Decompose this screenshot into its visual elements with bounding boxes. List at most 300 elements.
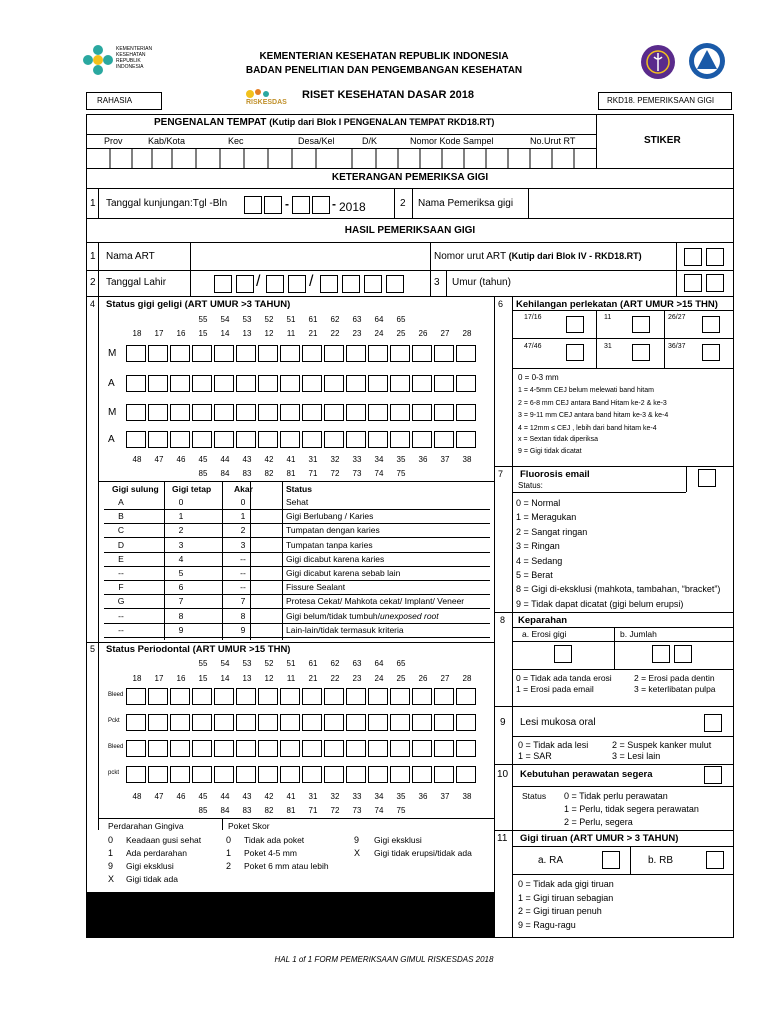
status-gigi-upper-permanent bbox=[126, 329, 478, 338]
tooth-number: 54 bbox=[220, 659, 230, 668]
tooth-cell[interactable] bbox=[170, 404, 190, 421]
art-name-label: Nama ART bbox=[106, 251, 155, 262]
tooth-number: 71 bbox=[308, 469, 318, 478]
status-table-cell: A bbox=[118, 497, 124, 507]
periodontal-upper-permanent bbox=[126, 674, 478, 683]
kehilangan-box-36-37[interactable] bbox=[702, 344, 720, 361]
tooth-number: 31 bbox=[308, 455, 318, 464]
tooth-cell[interactable] bbox=[214, 375, 234, 392]
tooth-cell[interactable] bbox=[434, 404, 454, 421]
tooth-number: 42 bbox=[264, 792, 274, 801]
tooth-number: 22 bbox=[330, 674, 340, 683]
status-gigi-title: Status gigi geligi (ART UMUR >3 TAHUN) bbox=[106, 299, 291, 310]
tooth-cell[interactable] bbox=[324, 375, 344, 392]
tooth-number: 47 bbox=[154, 455, 164, 464]
tooth-cell[interactable] bbox=[324, 431, 344, 448]
tooth-number: 32 bbox=[330, 792, 340, 801]
tooth-cell[interactable] bbox=[214, 714, 234, 731]
tooth-number: 64 bbox=[374, 659, 384, 668]
tooth-cell[interactable] bbox=[434, 766, 454, 783]
tooth-cell[interactable] bbox=[192, 688, 212, 705]
tooth-number: 55 bbox=[198, 315, 208, 324]
keterangan-title: KETERANGAN PEMERIKSA GIGI bbox=[331, 172, 489, 183]
status-gigi-lower-permanent bbox=[126, 455, 478, 464]
tooth-number: 41 bbox=[286, 792, 296, 801]
hasil-title: HASIL PEMERIKSAAN GIGI bbox=[344, 225, 476, 236]
legend-code: X bbox=[108, 874, 115, 884]
tooth-number: 28 bbox=[462, 329, 472, 338]
tooth-cell[interactable] bbox=[346, 404, 366, 421]
tooth-cell[interactable] bbox=[258, 740, 278, 757]
status-table-header: Akar bbox=[234, 484, 253, 494]
tooth-number: 52 bbox=[264, 315, 274, 324]
tooth-cell[interactable] bbox=[126, 375, 146, 392]
legend-text: Poket 4-5 mm bbox=[244, 848, 297, 858]
tooth-number: 37 bbox=[440, 792, 450, 801]
tooth-cell[interactable] bbox=[456, 688, 476, 705]
tooth-cell[interactable] bbox=[280, 766, 300, 783]
tooth-cell[interactable] bbox=[236, 714, 256, 731]
lesi-box[interactable] bbox=[704, 714, 722, 732]
tooth-number: 47 bbox=[154, 792, 164, 801]
tooth-cell[interactable] bbox=[302, 345, 322, 362]
tooth-cell[interactable] bbox=[236, 404, 256, 421]
status-table-cell: 9 bbox=[178, 624, 184, 635]
kehilangan-box-26-27[interactable] bbox=[702, 316, 720, 333]
tooth-number: 61 bbox=[308, 659, 318, 668]
pengenalan-cells[interactable] bbox=[86, 148, 596, 168]
tooth-number: 25 bbox=[396, 674, 406, 683]
col-kab: Kab/Kota bbox=[148, 136, 186, 146]
tooth-cell[interactable] bbox=[126, 431, 146, 448]
art-no-box-2[interactable] bbox=[706, 248, 724, 266]
status-table-cell: F bbox=[118, 582, 124, 593]
col-urut: No.Urut RT bbox=[530, 136, 576, 146]
tooth-number: 61 bbox=[308, 315, 318, 324]
status-table-cell: 0 bbox=[178, 497, 184, 507]
tooth-cell[interactable] bbox=[434, 375, 454, 392]
tooth-cell[interactable] bbox=[126, 740, 146, 757]
blackout-block bbox=[86, 892, 494, 938]
tooth-cell[interactable] bbox=[126, 714, 146, 731]
tooth-cell[interactable] bbox=[214, 766, 234, 783]
tooth-number: 85 bbox=[198, 469, 208, 478]
tooth-cell[interactable] bbox=[170, 375, 190, 392]
tooth-cell[interactable] bbox=[302, 431, 322, 448]
tooth-number: 38 bbox=[462, 455, 472, 464]
agency-heading: BADAN PENELITIAN DAN PENGEMBANGAN KESEHATAN bbox=[245, 65, 523, 76]
visit-day-2[interactable] bbox=[264, 196, 282, 214]
tooth-cell[interactable] bbox=[390, 375, 410, 392]
tooth-number: 72 bbox=[330, 469, 340, 478]
status-table-cell: 6 bbox=[178, 582, 184, 593]
tooth-number: 65 bbox=[396, 315, 406, 324]
tooth-number: 45 bbox=[198, 455, 208, 464]
tooth-number: 43 bbox=[242, 455, 252, 464]
tooth-cell[interactable] bbox=[368, 375, 388, 392]
tooth-cell[interactable] bbox=[148, 714, 168, 731]
column-divider bbox=[494, 296, 495, 938]
kehilangan-box-47-46[interactable] bbox=[566, 344, 584, 361]
status-table-cell: Gigi Berlubang / Karies bbox=[286, 511, 374, 522]
tooth-cell[interactable] bbox=[170, 714, 190, 731]
legend-code: 1 bbox=[226, 848, 232, 858]
age-box-1[interactable] bbox=[684, 274, 702, 292]
tooth-cell[interactable] bbox=[302, 688, 322, 705]
tooth-cell[interactable] bbox=[258, 345, 278, 362]
jumlah-box-2[interactable] bbox=[674, 645, 692, 663]
tooth-cell[interactable] bbox=[258, 714, 278, 731]
tooth-cell[interactable] bbox=[258, 404, 278, 421]
tooth-cell[interactable] bbox=[412, 714, 432, 731]
tooth-cell[interactable] bbox=[412, 740, 432, 757]
age-box-2[interactable] bbox=[706, 274, 724, 292]
tiruan-legend: 0 = Tidak ada gigi tiruan 1 = Gigi tiruan sebagian 2 = Gigi tiruan penuh 9 = Ragu-ragu bbox=[518, 879, 614, 930]
tooth-cell[interactable] bbox=[368, 740, 388, 757]
tooth-cell[interactable] bbox=[368, 714, 388, 731]
tooth-cell[interactable] bbox=[456, 740, 476, 757]
tooth-number: 45 bbox=[198, 792, 208, 801]
tooth-cell[interactable] bbox=[258, 375, 278, 392]
tooth-cell[interactable] bbox=[170, 766, 190, 783]
tooth-cell[interactable] bbox=[258, 688, 278, 705]
tooth-cell[interactable] bbox=[368, 345, 388, 362]
tooth-cell[interactable] bbox=[324, 740, 344, 757]
legend-code: 2 bbox=[226, 861, 232, 871]
tooth-cell[interactable] bbox=[236, 766, 256, 783]
tooth-number: 52 bbox=[264, 659, 274, 668]
fluorosis-title: Fluorosis email bbox=[520, 469, 590, 480]
tooth-number: 23 bbox=[352, 674, 362, 683]
tooth-number: 37 bbox=[440, 455, 450, 464]
tooth-cell[interactable] bbox=[148, 345, 168, 362]
tooth-number: 84 bbox=[220, 806, 230, 815]
dob-month-1[interactable] bbox=[266, 275, 284, 293]
tooth-number: 55 bbox=[198, 659, 208, 668]
tooth-cell[interactable] bbox=[346, 714, 366, 731]
status-table-cell: -- bbox=[118, 624, 124, 635]
col-kec: Kec bbox=[228, 136, 244, 146]
tooth-cell[interactable] bbox=[390, 688, 410, 705]
tooth-number: 38 bbox=[462, 792, 472, 801]
tooth-cell[interactable] bbox=[214, 345, 234, 362]
tooth-cell[interactable] bbox=[236, 688, 256, 705]
tooth-cell[interactable] bbox=[412, 404, 432, 421]
tooth-number: 81 bbox=[286, 806, 296, 815]
tooth-cell[interactable] bbox=[434, 345, 454, 362]
tooth-cell[interactable] bbox=[214, 404, 234, 421]
tooth-cell[interactable] bbox=[192, 766, 212, 783]
tooth-cell[interactable] bbox=[324, 404, 344, 421]
tooth-cell[interactable] bbox=[412, 375, 432, 392]
tooth-cell[interactable] bbox=[434, 714, 454, 731]
tiruan-title: Gigi tiruan (ART UMUR > 3 TAHUN) bbox=[520, 833, 679, 844]
tooth-cell[interactable] bbox=[280, 714, 300, 731]
status-table-cell: 4 bbox=[178, 553, 184, 564]
tooth-cell[interactable] bbox=[280, 375, 300, 392]
status-table-cell: 3 bbox=[178, 539, 184, 550]
status-table-cell: Tumpatan tanpa karies bbox=[286, 539, 373, 550]
tooth-cell[interactable] bbox=[236, 740, 256, 757]
col-dk: D/K bbox=[362, 136, 378, 146]
tooth-cell[interactable] bbox=[192, 345, 212, 362]
keparahan-legend-left: 0 = Tidak ada tanda erosi 1 = Erosi pada email bbox=[516, 673, 612, 694]
tooth-cell[interactable] bbox=[170, 431, 190, 448]
tooth-number: 74 bbox=[374, 469, 384, 478]
tooth-cell[interactable] bbox=[148, 431, 168, 448]
tooth-cell[interactable] bbox=[192, 714, 212, 731]
tooth-cell[interactable] bbox=[192, 404, 212, 421]
tooth-number: 44 bbox=[220, 792, 230, 801]
tooth-cell[interactable] bbox=[170, 740, 190, 757]
status-table-cell: C bbox=[117, 525, 125, 536]
tooth-number: 18 bbox=[132, 329, 142, 338]
status-table-cell: G bbox=[117, 596, 125, 607]
col-sample: Nomor Kode Sampel bbox=[410, 136, 494, 146]
tooth-cell[interactable] bbox=[412, 688, 432, 705]
tooth-cell[interactable] bbox=[390, 431, 410, 448]
tooth-cell[interactable] bbox=[302, 404, 322, 421]
tooth-number: 75 bbox=[396, 806, 406, 815]
tooth-cell-row[interactable] bbox=[126, 740, 478, 757]
legend-text: Poket 6 mm atau lebih bbox=[244, 861, 329, 871]
dob-year-4[interactable] bbox=[386, 275, 404, 293]
tooth-cell-row[interactable] bbox=[126, 766, 478, 783]
tooth-cell[interactable] bbox=[390, 404, 410, 421]
tooth-cell-row[interactable] bbox=[126, 688, 478, 705]
tooth-cell[interactable] bbox=[280, 740, 300, 757]
tooth-cell[interactable] bbox=[280, 431, 300, 448]
status-table-cell: 8 bbox=[178, 610, 184, 621]
tooth-number: 23 bbox=[352, 329, 362, 338]
tooth-number: 12 bbox=[264, 674, 274, 683]
tooth-cell[interactable] bbox=[390, 714, 410, 731]
tooth-cell[interactable] bbox=[236, 345, 256, 362]
tooth-cell[interactable] bbox=[456, 714, 476, 731]
tooth-number: 35 bbox=[396, 792, 406, 801]
kehilangan-box-31[interactable] bbox=[632, 344, 650, 361]
tooth-cell[interactable] bbox=[192, 431, 212, 448]
dob-month-2[interactable] bbox=[288, 275, 306, 293]
tooth-cell[interactable] bbox=[302, 714, 322, 731]
pdgi-logo bbox=[640, 44, 676, 80]
status-table-cell: 0 bbox=[240, 497, 246, 507]
fluorosis-box[interactable] bbox=[698, 469, 716, 487]
age-label: Umur (tahun) bbox=[452, 277, 511, 288]
tooth-cell[interactable] bbox=[258, 431, 278, 448]
status-gigi-lower-primary bbox=[192, 469, 412, 478]
tooth-number: 73 bbox=[352, 469, 362, 478]
status-table-cell: 1 bbox=[178, 511, 184, 522]
tooth-cell[interactable] bbox=[456, 431, 476, 448]
status-table-cell: D bbox=[117, 539, 125, 550]
art-no-label: Nomor urut ART (Kutip dari Blok IV - RKD18.RT) bbox=[434, 251, 642, 262]
ppgi-logo bbox=[688, 42, 726, 80]
tooth-cell[interactable] bbox=[148, 766, 168, 783]
tooth-cell[interactable] bbox=[324, 688, 344, 705]
tooth-cell[interactable] bbox=[412, 766, 432, 783]
dob-day-1[interactable] bbox=[214, 275, 232, 293]
tiruan-rb-box[interactable] bbox=[706, 851, 724, 869]
tooth-cell[interactable] bbox=[346, 688, 366, 705]
tooth-cell[interactable] bbox=[192, 740, 212, 757]
tooth-number: 21 bbox=[308, 329, 318, 338]
tooth-cell[interactable] bbox=[456, 404, 476, 421]
status-table-header: Gigi sulung bbox=[112, 484, 159, 494]
status-table-cell: Gigi belum/tidak tumbuh/unexposed root bbox=[286, 610, 439, 621]
art-no-box-1[interactable] bbox=[684, 248, 702, 266]
pengenalan-title: PENGENALAN TEMPAT (Kutip dari Blok I PENGENALAN TEMPAT RKD18.RT) bbox=[154, 117, 495, 128]
legend-code: 1 bbox=[108, 848, 114, 858]
tooth-cell[interactable] bbox=[192, 375, 212, 392]
tooth-cell[interactable] bbox=[390, 740, 410, 757]
tooth-cell[interactable] bbox=[126, 345, 146, 362]
tooth-cell[interactable] bbox=[434, 688, 454, 705]
legend-text: Gigi tidak erupsi/tidak ada bbox=[374, 848, 472, 858]
dob-day-2[interactable] bbox=[236, 275, 254, 293]
tooth-number: 62 bbox=[330, 315, 340, 324]
kehilangan-box-17-16[interactable] bbox=[566, 316, 584, 333]
col-desa: Desa/Kel bbox=[298, 136, 335, 146]
tooth-cell[interactable] bbox=[236, 375, 256, 392]
tooth-cell[interactable] bbox=[434, 740, 454, 757]
tooth-cell[interactable] bbox=[214, 740, 234, 757]
tooth-cell[interactable] bbox=[456, 345, 476, 362]
kehilangan-box-11[interactable] bbox=[632, 316, 650, 333]
legend-code: X bbox=[354, 848, 361, 858]
tooth-number: 17 bbox=[154, 674, 164, 683]
status-table-header: Gigi tetap bbox=[172, 484, 212, 494]
tooth-number: 53 bbox=[242, 659, 252, 668]
tooth-cell[interactable] bbox=[214, 688, 234, 705]
tooth-cell[interactable] bbox=[258, 766, 278, 783]
tooth-cell[interactable] bbox=[368, 766, 388, 783]
tooth-cell[interactable] bbox=[390, 345, 410, 362]
tooth-number: 83 bbox=[242, 469, 252, 478]
tooth-cell[interactable] bbox=[302, 375, 322, 392]
visit-month-2[interactable] bbox=[312, 196, 330, 214]
tooth-number: 18 bbox=[132, 674, 142, 683]
tooth-cell[interactable] bbox=[126, 404, 146, 421]
tooth-number: 42 bbox=[264, 455, 274, 464]
visit-day-1[interactable] bbox=[244, 196, 262, 214]
tooth-cell[interactable] bbox=[280, 345, 300, 362]
jumlah-box-1[interactable] bbox=[652, 645, 670, 663]
tooth-number: 51 bbox=[286, 315, 296, 324]
status-table-cell: 5 bbox=[178, 568, 184, 578]
grid-row-label: Pckt bbox=[108, 718, 120, 724]
tiruan-ra-box[interactable] bbox=[602, 851, 620, 869]
tooth-cell[interactable] bbox=[126, 688, 146, 705]
tooth-cell[interactable] bbox=[434, 431, 454, 448]
tooth-cell[interactable] bbox=[368, 688, 388, 705]
legend-text: Gigi eksklusi bbox=[126, 861, 174, 871]
status-table-cell: -- bbox=[118, 568, 124, 578]
status-table-cell: Gigi dicabut karena karies bbox=[286, 553, 385, 564]
tooth-number: 27 bbox=[440, 329, 450, 338]
tooth-number: 27 bbox=[440, 674, 450, 683]
tooth-number: 31 bbox=[308, 792, 318, 801]
tooth-cell[interactable] bbox=[126, 766, 146, 783]
tooth-cell[interactable] bbox=[412, 431, 432, 448]
tooth-cell[interactable] bbox=[368, 431, 388, 448]
visit-month-1[interactable] bbox=[292, 196, 310, 214]
tooth-cell-row[interactable] bbox=[126, 714, 478, 731]
tooth-cell[interactable] bbox=[170, 345, 190, 362]
status-table-cell: Fissure Sealant bbox=[286, 582, 346, 593]
page-footer: HAL 1 of 1 FORM PEMERIKSAAN GIMUL RISKESDAS 2018 bbox=[274, 955, 494, 964]
status-table-cell: -- bbox=[118, 610, 124, 621]
tooth-cell[interactable] bbox=[148, 375, 168, 392]
tooth-cell[interactable] bbox=[390, 766, 410, 783]
tooth-number: 14 bbox=[220, 674, 230, 683]
tooth-cell[interactable] bbox=[346, 345, 366, 362]
tooth-number: 22 bbox=[330, 329, 340, 338]
status-table-cell: Lain-lain/tidak termasuk kriteria bbox=[286, 624, 404, 635]
tooth-cell[interactable] bbox=[324, 345, 344, 362]
tooth-cell[interactable] bbox=[236, 431, 256, 448]
tooth-cell[interactable] bbox=[368, 404, 388, 421]
erosi-box[interactable] bbox=[554, 645, 572, 663]
tooth-cell-row[interactable] bbox=[126, 375, 478, 392]
tooth-cell[interactable] bbox=[456, 766, 476, 783]
tooth-cell[interactable] bbox=[302, 766, 322, 783]
status-table-cell: 2 bbox=[240, 525, 246, 536]
status-table-cell: 7 bbox=[178, 596, 184, 607]
tooth-number: 83 bbox=[242, 806, 252, 815]
status-table-header: Status bbox=[286, 484, 312, 494]
periodontal-lower-permanent bbox=[126, 792, 478, 801]
tooth-cell[interactable] bbox=[148, 688, 168, 705]
tooth-cell[interactable] bbox=[346, 431, 366, 448]
tooth-number: 54 bbox=[220, 315, 230, 324]
tooth-number: 24 bbox=[374, 674, 384, 683]
tooth-cell[interactable] bbox=[302, 740, 322, 757]
tooth-number: 21 bbox=[308, 674, 318, 683]
legend-text: Keadaan gusi sehat bbox=[126, 835, 202, 845]
tooth-number: 33 bbox=[352, 455, 362, 464]
tooth-cell[interactable] bbox=[456, 375, 476, 392]
tooth-number: 43 bbox=[242, 792, 252, 801]
tooth-cell[interactable] bbox=[280, 404, 300, 421]
tooth-cell[interactable] bbox=[170, 688, 190, 705]
confidential-label: RAHASIA bbox=[86, 92, 162, 110]
kebutuhan-box[interactable] bbox=[704, 766, 722, 784]
tooth-cell[interactable] bbox=[324, 714, 344, 731]
dob-year-2[interactable] bbox=[342, 275, 360, 293]
tooth-number: 73 bbox=[352, 806, 362, 815]
tooth-cell[interactable] bbox=[214, 431, 234, 448]
tooth-cell-row[interactable] bbox=[126, 431, 478, 448]
status-table-cell: Gigi dicabut karena sebab lain bbox=[286, 568, 401, 578]
tooth-cell[interactable] bbox=[148, 404, 168, 421]
legend-text: Gigi tidak ada bbox=[126, 874, 178, 884]
tooth-cell-row[interactable] bbox=[126, 345, 478, 362]
tooth-cell[interactable] bbox=[412, 345, 432, 362]
dob-year-3[interactable] bbox=[364, 275, 382, 293]
tooth-cell[interactable] bbox=[280, 688, 300, 705]
tooth-cell[interactable] bbox=[346, 375, 366, 392]
tooth-cell[interactable] bbox=[346, 766, 366, 783]
tooth-cell[interactable] bbox=[148, 740, 168, 757]
tooth-number: 36 bbox=[418, 455, 428, 464]
dob-year-1[interactable] bbox=[320, 275, 338, 293]
tooth-cell-row[interactable] bbox=[126, 404, 478, 421]
visit-date-label: Tanggal kunjungan:Tgl -Bln bbox=[106, 198, 228, 209]
tooth-cell[interactable] bbox=[346, 740, 366, 757]
periodontal-title: Status Periodontal (ART UMUR >15 THN) bbox=[106, 644, 291, 655]
tooth-cell[interactable] bbox=[324, 766, 344, 783]
